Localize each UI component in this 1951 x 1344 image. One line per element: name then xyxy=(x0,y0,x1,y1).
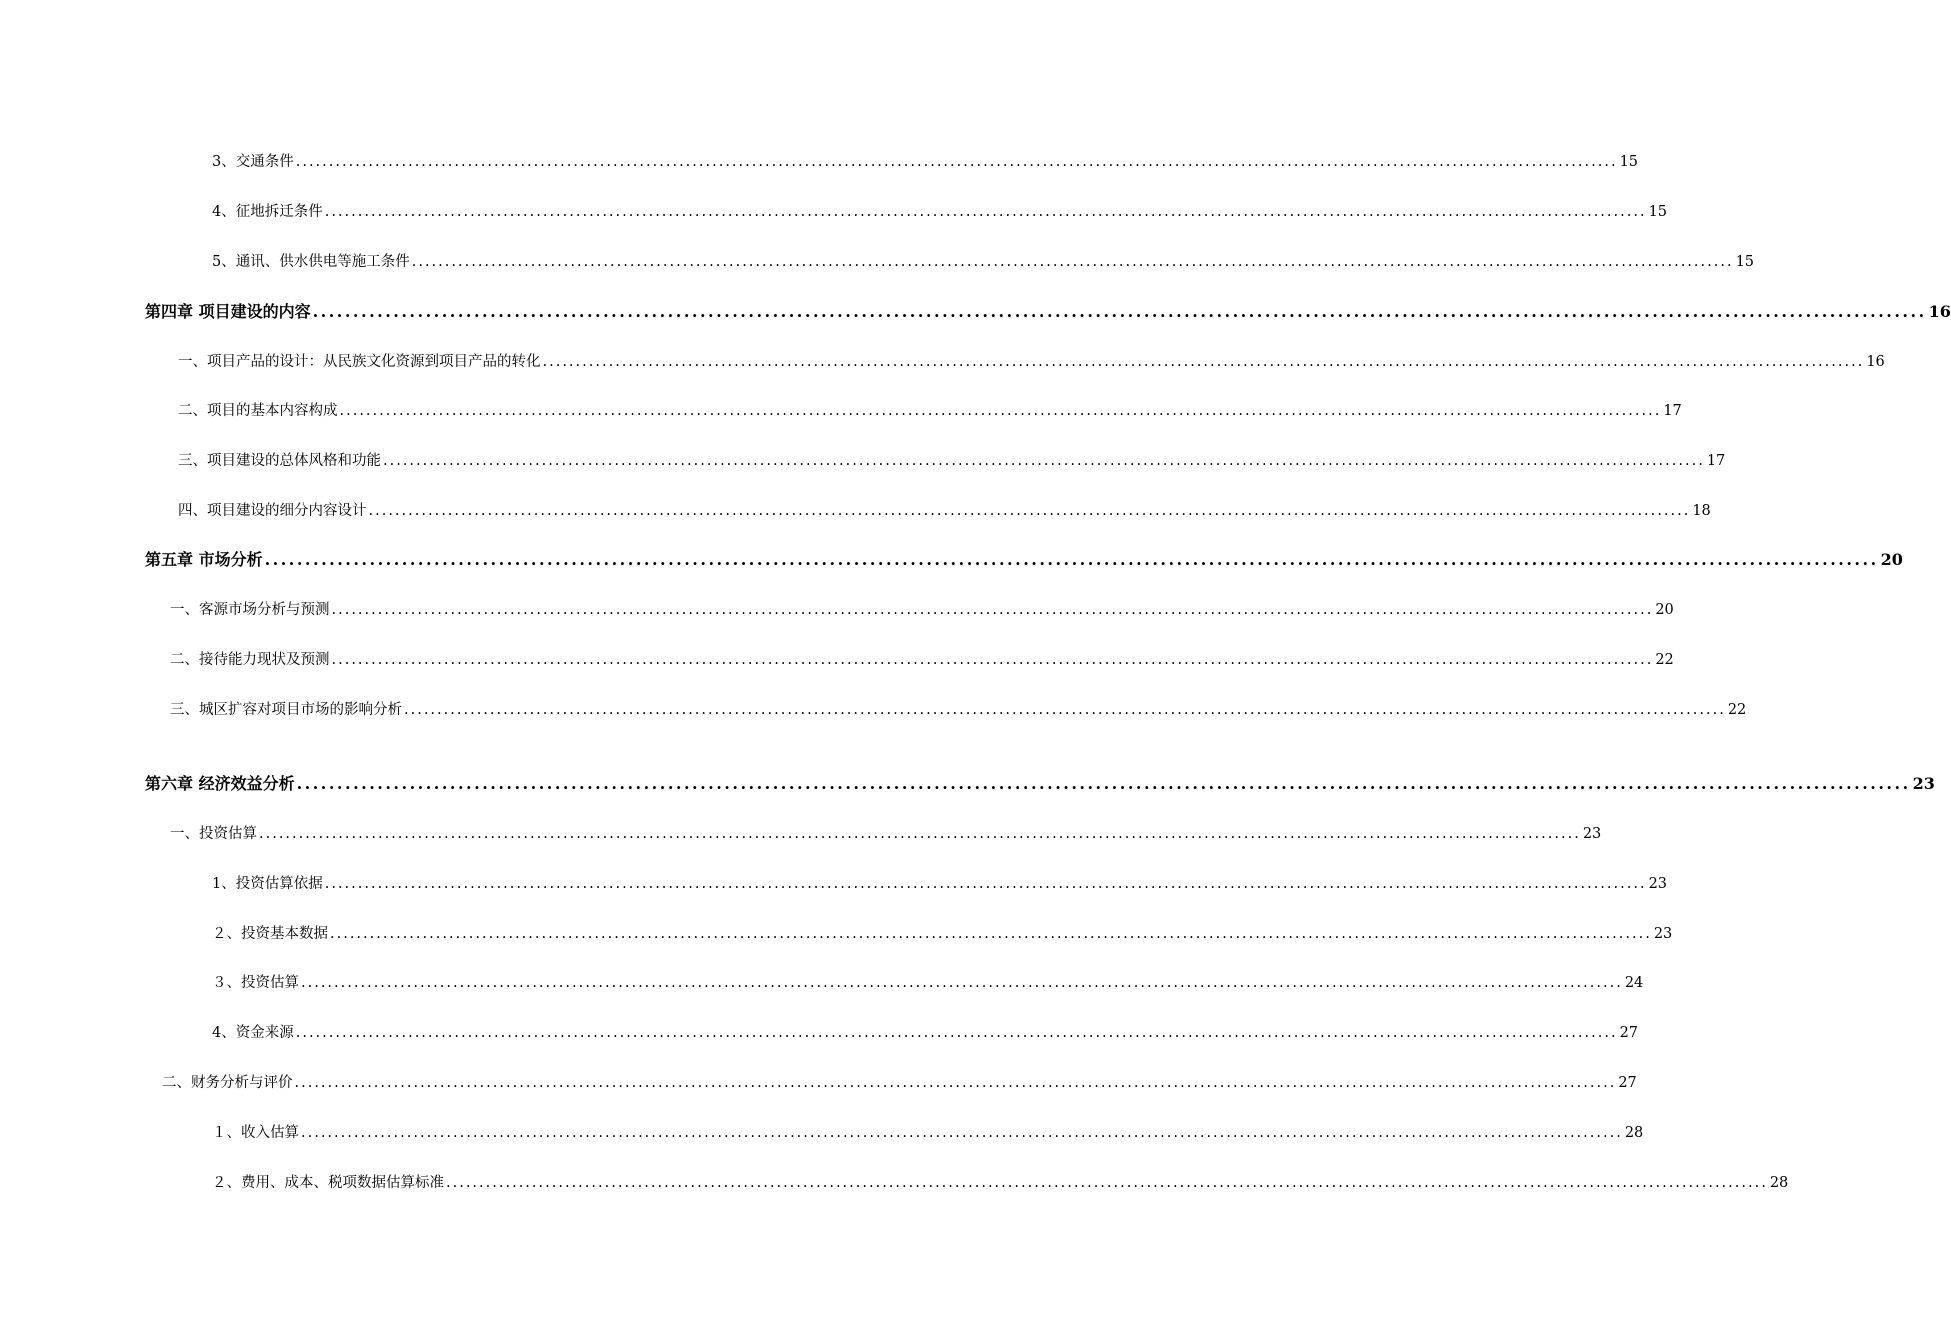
dot-leader: ........................................................................................................................................................................................................ xyxy=(324,204,1647,220)
toc-page-number: 24 xyxy=(1624,975,1644,991)
toc-entry[interactable] xyxy=(170,598,1674,622)
toc-page-number: 20 xyxy=(1655,602,1674,618)
toc-entry-label: 一、投资估算 xyxy=(170,826,257,842)
dot-leader: ........................................................................................................................................................................................................ xyxy=(294,1075,1617,1091)
dot-leader: ........................................................................................................................................................................................................ xyxy=(446,1175,1768,1191)
toc-page-number: 16 xyxy=(1866,354,1885,370)
dot-leader: ........................................................................................................................................................................................................ xyxy=(542,354,1865,370)
toc-entry-label: 一、客源市场分析与预测 xyxy=(170,602,330,618)
toc-entry-label: １、收入估算 xyxy=(212,1125,299,1141)
dot-leader: ........................................................................................................................................................................................................ xyxy=(295,154,1618,170)
toc-entry[interactable] xyxy=(212,1021,1639,1045)
toc-chapter-entry[interactable] xyxy=(145,772,1935,796)
toc-chapter-entry[interactable] xyxy=(145,300,1951,324)
toc-page-number: 17 xyxy=(1663,403,1682,419)
toc-entry-label: 三、城区扩容对项目市场的影响分析 xyxy=(170,702,402,718)
dot-leader: ........................................................................................................................................................................................................ xyxy=(339,403,1662,419)
toc-page-number: 23 xyxy=(1653,926,1673,942)
dot-leader: ........................................................................................................................................................................................................ xyxy=(264,550,1879,569)
toc-chapter-label: 第四章 项目建设的内容 xyxy=(145,302,311,321)
toc-page-number: 22 xyxy=(1655,652,1674,668)
toc-entry[interactable] xyxy=(178,499,1711,523)
dot-leader: ........................................................................................................................................................................................................ xyxy=(331,602,1654,618)
toc-entry-label: 一、项目产品的设计：从民族文化资源到项目产品的转化 xyxy=(178,354,541,370)
toc-page-number: 18 xyxy=(1692,503,1711,519)
toc-entry-label: 三、项目建设的总体风格和功能 xyxy=(178,453,381,469)
toc-entry[interactable] xyxy=(212,872,1668,896)
toc-page-number: 15 xyxy=(1648,204,1668,220)
toc-entry-label: 4、资金来源 xyxy=(212,1025,294,1041)
toc-chapter-label: 第六章 经济效益分析 xyxy=(145,774,295,793)
toc-entry-label: 1、投资估算依据 xyxy=(212,876,323,892)
toc-entry[interactable] xyxy=(212,971,1644,995)
toc-chapter-entry[interactable] xyxy=(145,548,1903,572)
dot-leader: ........................................................................................................................................................................................................ xyxy=(259,826,1581,842)
toc-page-number: 20 xyxy=(1880,550,1903,569)
toc-entry[interactable] xyxy=(178,350,1885,374)
dot-leader: ........................................................................................................................................................................................................ xyxy=(383,453,1705,469)
toc-page-number: 23 xyxy=(1648,876,1668,892)
dot-leader: ........................................................................................................................................................................................................ xyxy=(295,1025,1618,1041)
toc-entry-label: ２、投资基本数据 xyxy=(212,926,328,942)
dot-leader: ........................................................................................................................................................................................................ xyxy=(312,302,1927,321)
toc-entry[interactable] xyxy=(212,200,1668,224)
toc-page-number: 28 xyxy=(1769,1175,1789,1191)
toc-entry[interactable] xyxy=(212,250,1755,274)
toc-entry[interactable] xyxy=(178,399,1682,423)
toc-page-number: 27 xyxy=(1619,1025,1639,1041)
dot-leader: ........................................................................................................................................................................................................ xyxy=(301,1125,1623,1141)
toc-entry[interactable] xyxy=(162,1071,1637,1095)
toc-chapter-label: 第五章 市场分析 xyxy=(145,550,263,569)
toc-entry[interactable] xyxy=(212,150,1639,174)
toc-entry[interactable] xyxy=(170,698,1747,722)
toc-entry-label: 3、交通条件 xyxy=(212,154,294,170)
toc-page-number: 28 xyxy=(1624,1125,1644,1141)
dot-leader: ........................................................................................................................................................................................................ xyxy=(301,975,1623,991)
toc-entry-label: 二、财务分析与评价 xyxy=(162,1075,293,1091)
toc-entry-label: ２、费用、成本、税项数据估算标准 xyxy=(212,1175,444,1191)
toc-page-number: 17 xyxy=(1706,453,1726,469)
toc-entry-label: 二、接待能力现状及预测 xyxy=(170,652,330,668)
toc-page-number: 16 xyxy=(1928,302,1951,321)
toc-entry[interactable] xyxy=(212,922,1673,946)
toc-entry[interactable] xyxy=(212,1171,1789,1195)
toc-entry-label: 二、项目的基本内容构成 xyxy=(178,403,338,419)
dot-leader: ........................................................................................................................................................................................................ xyxy=(296,774,1911,793)
toc-page-number: 23 xyxy=(1912,774,1935,793)
dot-leader: ........................................................................................................................................................................................................ xyxy=(411,254,1734,270)
toc-entry-label: ３、投资估算 xyxy=(212,975,299,991)
toc-page-number: 15 xyxy=(1735,254,1755,270)
toc-entry[interactable] xyxy=(170,822,1602,846)
dot-leader: ........................................................................................................................................................................................................ xyxy=(404,702,1726,718)
toc-entry[interactable] xyxy=(170,648,1674,672)
toc-entry-label: 4、征地拆迁条件 xyxy=(212,204,323,220)
toc-entry[interactable] xyxy=(212,1121,1644,1145)
toc-page-number: 22 xyxy=(1727,702,1747,718)
toc-entry-label: 5、通讯、供水供电等施工条件 xyxy=(212,254,410,270)
toc-page-number: 15 xyxy=(1619,154,1639,170)
dot-leader: ........................................................................................................................................................................................................ xyxy=(324,876,1647,892)
toc-page-number: 27 xyxy=(1618,1075,1637,1091)
toc-entry-label: 四、项目建设的细分内容设计 xyxy=(178,503,367,519)
dot-leader: ........................................................................................................................................................................................................ xyxy=(368,503,1691,519)
toc-entry[interactable] xyxy=(178,449,1726,473)
dot-leader: ........................................................................................................................................................................................................ xyxy=(330,926,1652,942)
toc-page-number: 23 xyxy=(1582,826,1602,842)
dot-leader: ........................................................................................................................................................................................................ xyxy=(331,652,1654,668)
